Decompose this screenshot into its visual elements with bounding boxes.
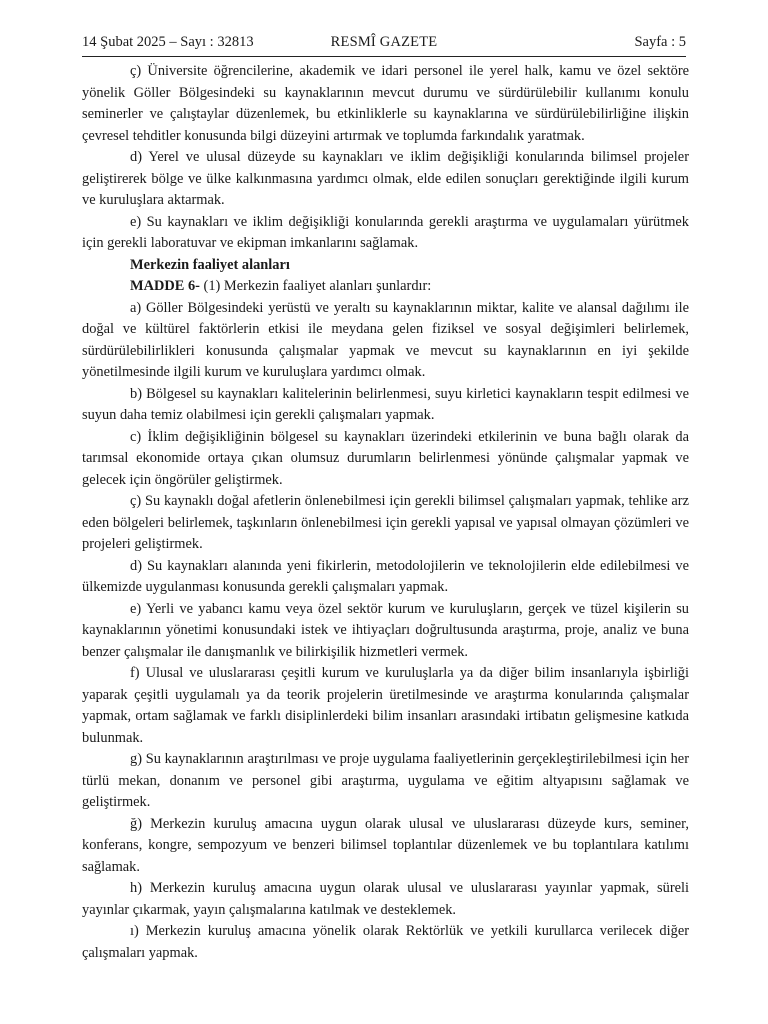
issue-info: 14 Şubat 2025 – Sayı : 32813 <box>82 34 254 50</box>
item-a: a) Göller Bölgesindeki yerüstü ve yeraltı su kaynaklarının miktar, kalite ve alansal dağılımı ile doğal ve kültürel faktörlerin etkisi ile meydana gelen fiziksel ve sosyal değişimleri belirlemek, sürdürülebilirlikleri konusunda çalışmalar yapmak ve mevcut su kaynaklarının en iyi şekilde yönetilmesinde ilgili kurum ve kuruluşlara yardımcı olmak. <box>82 299 689 380</box>
article-intro-text: (1) Merkezin faaliyet alanları şunlardır: <box>199 278 432 294</box>
section-heading: Merkezin faaliyet alanları <box>130 256 290 273</box>
item-g: g) Su kaynaklarının araştırılması ve proje uygulama faaliyetlerinin gerçekleştirilebilmesi için her türlü mekan, donanım ve personel gibi araştırma, uygulama ve eğitim altyapısını sağlamak ve geliştirmek. <box>82 751 689 810</box>
page-header <box>82 34 686 56</box>
paragraph-c-cedilla: ç) Üniversite öğrencilerine, akademik ve idari personel ile yerel halk, kamu ve özel sektöre yönelik Göller Bölgesindeki su kaynaklarının mevcut durumu ve sürdürülebilir kullanımı konulu seminerler ve çalıştaylar düzenlemek, bu etkinliklerle su kaynaklarına ve sürdürülebilirliğine ilişkin çevresel tehditler konusunda bilgi düzeyini artırmak ve toplumda farkındalık yaratmak. <box>82 63 689 144</box>
article-label: MADDE 6- <box>130 278 200 294</box>
item-b: b) Bölgesel su kaynakları kalitelerinin belirlenmesi, suyu kirletici kaynakların tespit edilmesi ve suyun daha temiz olabilmesi için gerekli çalışmaları yapmak. <box>82 385 689 423</box>
item-e: e) Yerli ve yabancı kamu veya özel sektör kurum ve kuruluşların, gerçek ve tüzel kişilerin su kaynaklarının yönetimi konusundaki istek ve ihtiyaçları doğrultusunda araştırma, proje, analiz ve buna benzer çalışmalar ile danışmanlık ve bilirkişilik hizmetleri vermek. <box>82 600 689 660</box>
paragraph-d: d) Yerel ve ulusal düzeyde su kaynakları ve iklim değişikliği konularında bilimsel projeler geliştirerek bölge ve ülke kalkınmasına yardımcı olmak, elde edilen sonuçları gerektiğinde ilgili kurum ve kuruluşlara aktarmak. <box>82 149 689 208</box>
item-c: c) İklim değişikliğinin bölgesel su kaynakları üzerindeki etkilerinin ve buna bağlı olarak da tarımsal ekonomide ortaya çıkan olumsuz durumların belirlenmesi yönünde çalışmalar yapmak ve gelecek için öngörüler geliştirmek. <box>82 428 689 488</box>
page-number: Sayfa : 5 <box>634 34 686 50</box>
article-6-intro <box>82 276 689 298</box>
item-d: d) Su kaynakları alanında yeni fikirlerin, metodolojilerin ve teknolojilerin elde edilebilmesi ve ülkemizde uygulanması konusunda gerekli çalışmaları yapmak. <box>82 557 689 595</box>
item-f: f) Ulusal ve uluslararası çeşitli kurum ve kuruluşlarla ya da diğer bilim insanlarıyla işbirliği yaparak çeşitli uygulamalı ya da teorik projelerin üretilmesinde ve araştırma konularında çalışmalar yapmak, ortam sağlamak ve farklı disiplinlerdeki bilim insanları arasındaki irtibatın gelişmesine katkıda bulunmak. <box>82 665 689 746</box>
item-h: h) Merkezin kuruluş amacına uygun olarak ulusal ve uluslararası yayınlar yapmak, süreli yayınlar çıkarmak, yayın çalışmalarına katılmak ve desteklemek. <box>82 880 689 918</box>
document-body <box>82 61 689 964</box>
paragraph-e: e) Su kaynakları ve iklim değişikliği konularında gerekli araştırma ve uygulamaları yürütmek için gerekli laboratuvar ve ekipman imkanlarını sağlamak. <box>82 213 689 251</box>
item-c-cedilla: ç) Su kaynaklı doğal afetlerin önlenebilmesi için gerekli bilimsel çalışmaları yapmak, tehlike arz eden bölgeleri belirlemek, taşkınların önlenebilmesi için gerekli yapısal ve yapısal olmayan çözümleri ve projeleri geliştirmek. <box>82 493 689 552</box>
item-g-breve: ğ) Merkezin kuruluş amacına uygun olarak ulusal ve uluslararası düzeyde kurs, seminer, konferans, kongre, sempozyum ve benzeri bilimsel toplantılar düzenlemek ve bu toplantılara katılımı sağlamak. <box>82 815 689 875</box>
header-divider <box>82 56 686 57</box>
item-i-dotless: ı) Merkezin kuruluş amacına yönelik olarak Rektörlük ve yetkili kurullarca verilecek diğer çalışmaları yapmak. <box>82 923 689 961</box>
gazette-title: RESMÎ GAZETE <box>330 34 438 50</box>
